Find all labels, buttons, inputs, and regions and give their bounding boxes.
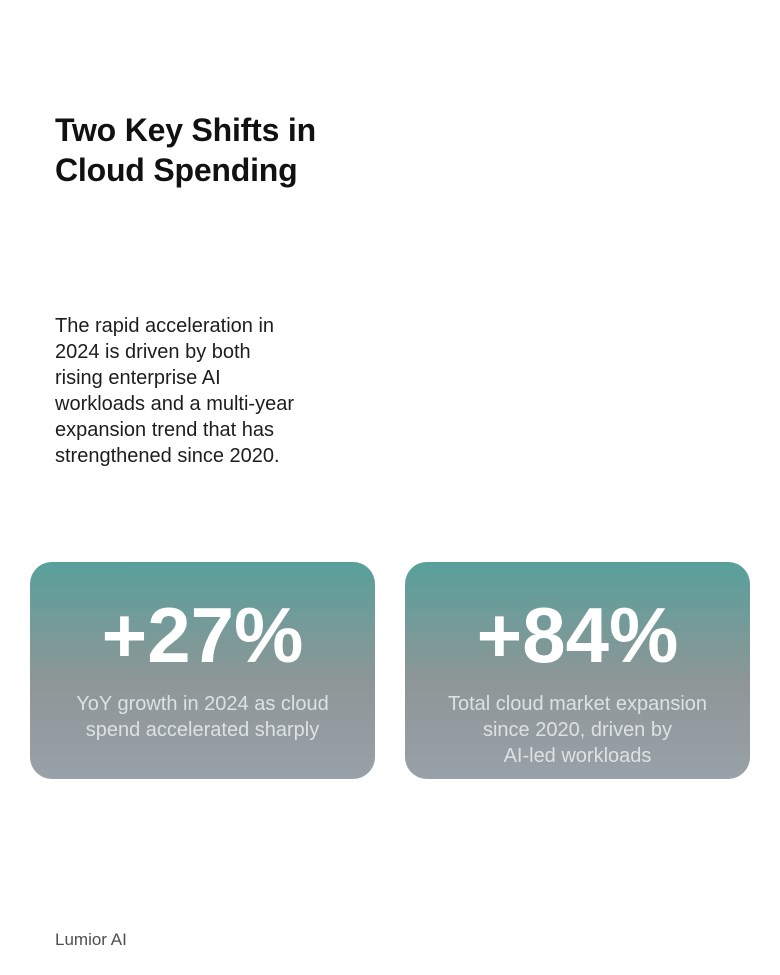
stat-description-line: since 2020, driven by: [482, 719, 672, 741]
stat-card-market-expansion: [405, 562, 750, 779]
stat-cards-row: [30, 562, 750, 779]
page-title-line-2: Cloud Spending: [55, 152, 298, 188]
intro-line: strengthened since 2020.: [55, 445, 280, 467]
brand-footer: Lumior AI: [55, 930, 127, 949]
intro-line: workloads and a multi-year: [55, 393, 294, 415]
intro-line: 2024 is driven by both: [55, 341, 251, 363]
stat-description-line: AI-led workloads: [503, 745, 652, 767]
stat-description: [448, 691, 707, 769]
intro-line: expansion trend that has: [55, 419, 275, 441]
stat-description-line: Total cloud market expansion: [447, 693, 708, 715]
stat-description: [76, 691, 328, 743]
stat-description-line: spend accelerated sharply: [85, 719, 320, 741]
stat-value: +27%: [101, 591, 304, 679]
intro-line: The rapid acceleration in: [55, 315, 275, 337]
stat-value: +84%: [476, 591, 679, 679]
page-title-line-1: Two Key Shifts in: [55, 112, 316, 148]
stat-card-yoy-growth: [30, 562, 375, 779]
stat-description-line: YoY growth in 2024 as cloud: [76, 693, 329, 715]
intro-line: rising enterprise AI: [55, 367, 221, 389]
page-title: [55, 110, 316, 190]
intro-paragraph: [55, 313, 294, 469]
